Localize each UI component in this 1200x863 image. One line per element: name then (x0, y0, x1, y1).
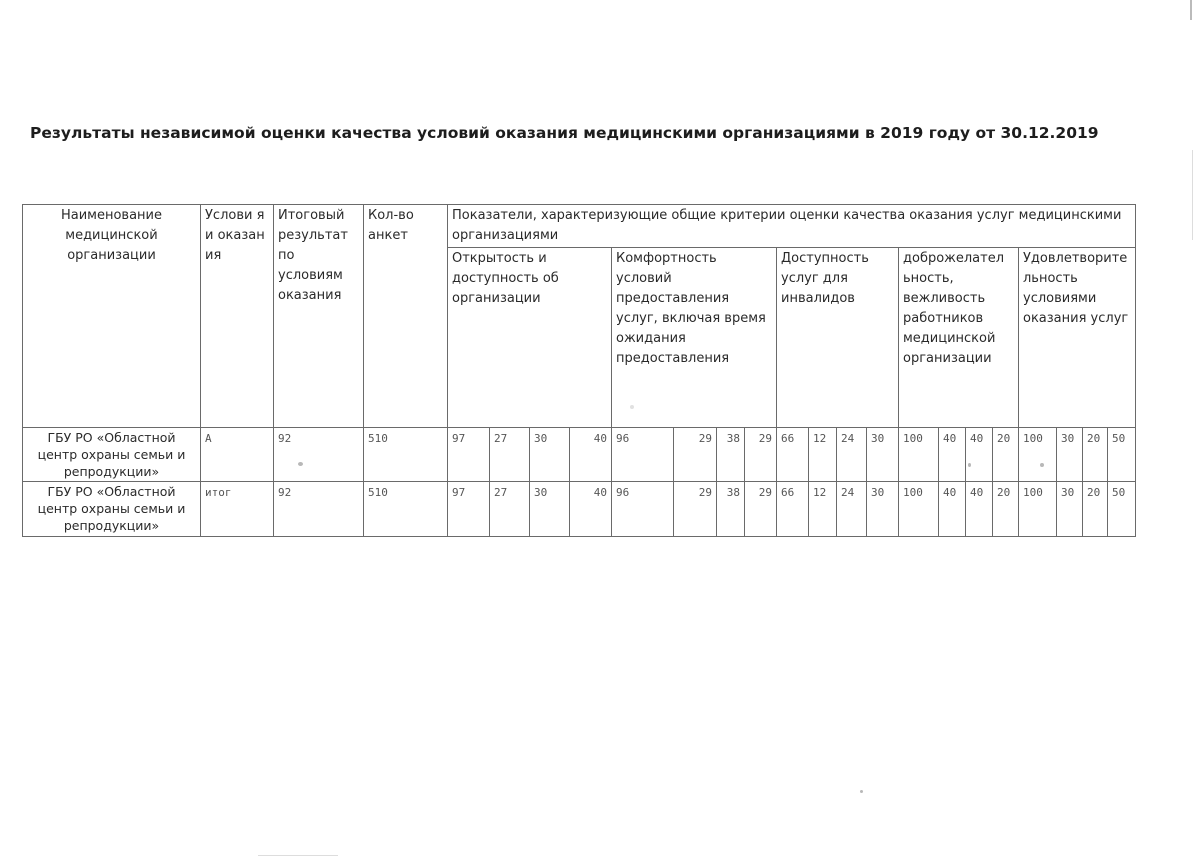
header-conditions: Услови я и оказан ия (201, 205, 274, 428)
kindness-value: 40 (966, 428, 993, 482)
accessibility-value: 66 (777, 482, 809, 537)
table-row (23, 482, 1136, 537)
openness-value: 40 (570, 482, 612, 537)
header-openness: Открытость и доступность об организации (448, 248, 612, 428)
satisfaction-value: 50 (1108, 428, 1136, 482)
kindness-value: 20 (993, 428, 1019, 482)
header-name: Наименование медицинской организации (23, 205, 201, 428)
surveys-value: 510 (364, 428, 448, 482)
accessibility-value: 24 (837, 482, 867, 537)
header-comfort: Комфортность условий предоставления услуг, включая время ожидания предоставления (612, 248, 777, 428)
org-name: ГБУ РО «Областной центр охраны семьи и репродукции» (23, 428, 201, 482)
total-value: 92 (274, 428, 364, 482)
scan-speck (968, 463, 971, 467)
satisfaction-value: 50 (1108, 482, 1136, 537)
scan-edge-mark (1190, 0, 1192, 20)
document-title: Результаты независимой оценки качества условий оказания медицинскими организациями в 2019 году от 30.12.2019 (30, 124, 1099, 142)
org-name: ГБУ РО «Областной центр охраны семьи и репродукции» (23, 482, 201, 537)
header-surveys: Кол-во анкет (364, 205, 448, 428)
satisfaction-value: 100 (1019, 482, 1057, 537)
results-table (22, 204, 1136, 537)
header-accessibility: Доступность услуг для инвалидов (777, 248, 899, 428)
comfort-value: 96 (612, 428, 674, 482)
accessibility-value: 30 (867, 482, 899, 537)
header-total: Итоговый результат по условиям оказания (274, 205, 364, 428)
comfort-value: 29 (745, 428, 777, 482)
satisfaction-value: 100 (1019, 428, 1057, 482)
scan-edge-mark (1192, 150, 1193, 240)
header-kindness: доброжелател ьность, вежливость работников медицинской организации (899, 248, 1019, 428)
satisfaction-value: 30 (1057, 482, 1083, 537)
comfort-value: 29 (674, 482, 717, 537)
conditions-value: А (201, 428, 274, 482)
kindness-value: 40 (966, 482, 993, 537)
accessibility-value: 24 (837, 428, 867, 482)
comfort-value: 38 (717, 428, 745, 482)
kindness-value: 20 (993, 482, 1019, 537)
accessibility-value: 30 (867, 428, 899, 482)
accessibility-value: 12 (809, 428, 837, 482)
accessibility-value: 66 (777, 428, 809, 482)
scan-speck (630, 405, 634, 409)
openness-value: 40 (570, 428, 612, 482)
openness-value: 30 (530, 428, 570, 482)
kindness-value: 100 (899, 428, 939, 482)
satisfaction-value: 20 (1083, 428, 1108, 482)
kindness-value: 100 (899, 482, 939, 537)
scan-edge-mark (258, 855, 338, 856)
conditions-value: итог (201, 482, 274, 537)
openness-value: 27 (490, 428, 530, 482)
satisfaction-value: 30 (1057, 428, 1083, 482)
satisfaction-value: 20 (1083, 482, 1108, 537)
scan-speck (298, 462, 303, 466)
accessibility-value: 12 (809, 482, 837, 537)
comfort-value: 38 (717, 482, 745, 537)
surveys-value: 510 (364, 482, 448, 537)
comfort-value: 29 (745, 482, 777, 537)
header-indicators-group: Показатели, характеризующие общие критерии оценки качества оказания услуг медицинскими организациями (448, 205, 1136, 248)
scan-speck (860, 790, 863, 793)
total-value: 92 (274, 482, 364, 537)
kindness-value: 40 (939, 482, 966, 537)
openness-value: 27 (490, 482, 530, 537)
kindness-value: 40 (939, 428, 966, 482)
header-satisfaction: Удовлетворите льность условиями оказания услуг (1019, 248, 1136, 428)
table-row (23, 428, 1136, 482)
scan-speck (1040, 463, 1044, 467)
openness-value: 97 (448, 428, 490, 482)
openness-value: 97 (448, 482, 490, 537)
comfort-value: 29 (674, 428, 717, 482)
openness-value: 30 (530, 482, 570, 537)
comfort-value: 96 (612, 482, 674, 537)
